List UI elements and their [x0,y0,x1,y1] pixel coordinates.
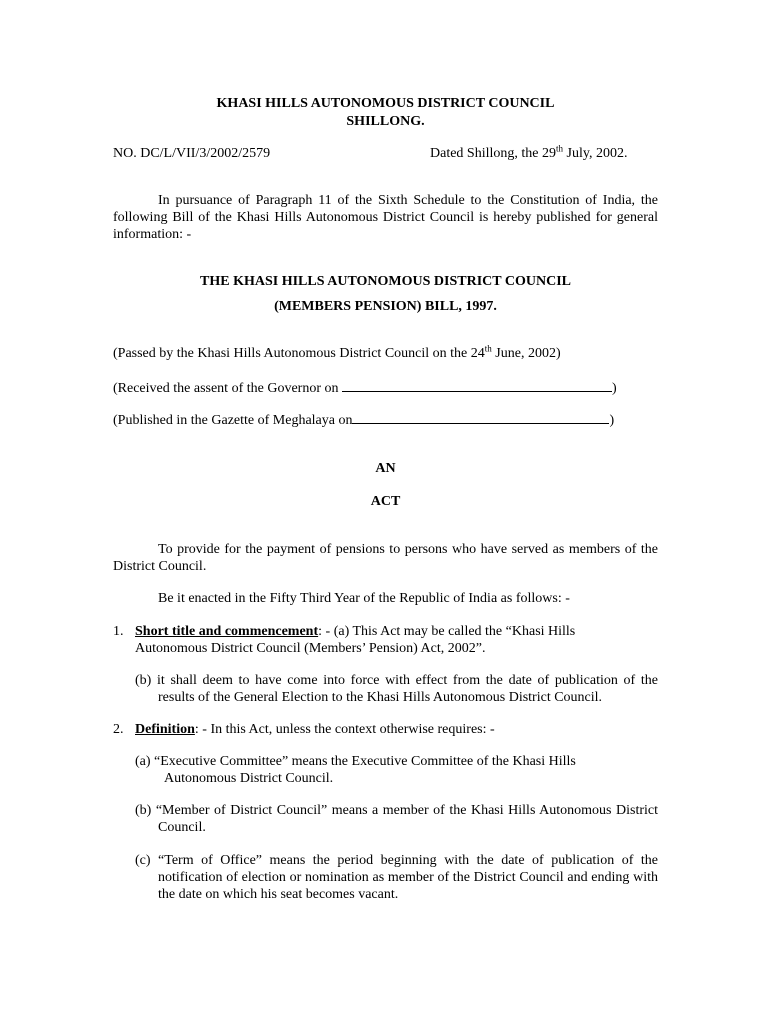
bill-title-line2: (MEMBERS PENSION) BILL, 1997. [274,299,497,314]
section-2-clause-b: (b) “Member of District Council” means a member of the Khasi Hills Autonomous District Council. [135,803,658,835]
section-1-line2: Autonomous District Council (Members’ Pension) Act, 2002”. [135,641,486,656]
intro-paragraph: In pursuance of Paragraph 11 of the Sixth Schedule to the Constitution of India, the following Bill of the Khasi Hills Autonomous District Council is hereby published for general information: - [113,193,658,242]
section-1-line1: Short title and commencement: - (a) This Act may be called the “Khasi Hills [135,624,576,639]
section-1-clause-b: (b) it shall deem to have come into force with effect from the date of publication of the results of the General Election to the Khasi Hills Autonomous District Council. [135,673,658,705]
section-2-clause-a: (a) “Executive Committee” means the Executive Committee of the Khasi Hills [135,754,576,769]
section-1-number: 1. [113,624,124,639]
date-line: Dated Shillong, the 29th July, 2002. [430,143,628,161]
assent-date-blank [342,379,612,392]
act-heading: ACT [370,494,401,509]
gazette-line: (Published in the Gazette of Meghalaya on ) [113,413,615,428]
preamble-paragraph: To provide for the payment of pensions to persons who have served as members of the District Council. [113,542,658,574]
assent-line: (Received the assent of the Governor on ) [113,381,617,396]
enactment-clause: Be it enacted in the Fifty Third Year of the Republic of India as follows: - [158,591,570,606]
section-2-clause-c: (c) “Term of Office” means the period beginning with the date of publication of the notification of election or nomination as member of the District Council and ending with the date on which his seat becomes vacant. [135,853,658,902]
section-2-line: Definition: - In this Act, unless the context otherwise requires: - [135,722,495,737]
reference-number: NO. DC/L/VII/3/2002/2579 [113,146,271,161]
section-2-clause-a-cont: Autonomous District Council. [164,771,334,786]
section-2-number: 2. [113,722,124,737]
bill-title-line1: THE KHASI HILLS AUTONOMOUS DISTRICT COUNCIL [200,274,571,289]
section-2-heading: Definition [135,722,195,737]
city-heading: SHILLONG. [346,114,425,129]
gazette-date-blank [352,411,609,424]
an-heading: AN [375,461,396,476]
passed-line: (Passed by the Khasi Hills Autonomous District Council on the 24th June, 2002) [113,343,561,361]
council-heading: KHASI HILLS AUTONOMOUS DISTRICT COUNCIL [216,96,555,111]
section-1-heading: Short title and commencement [135,624,319,639]
